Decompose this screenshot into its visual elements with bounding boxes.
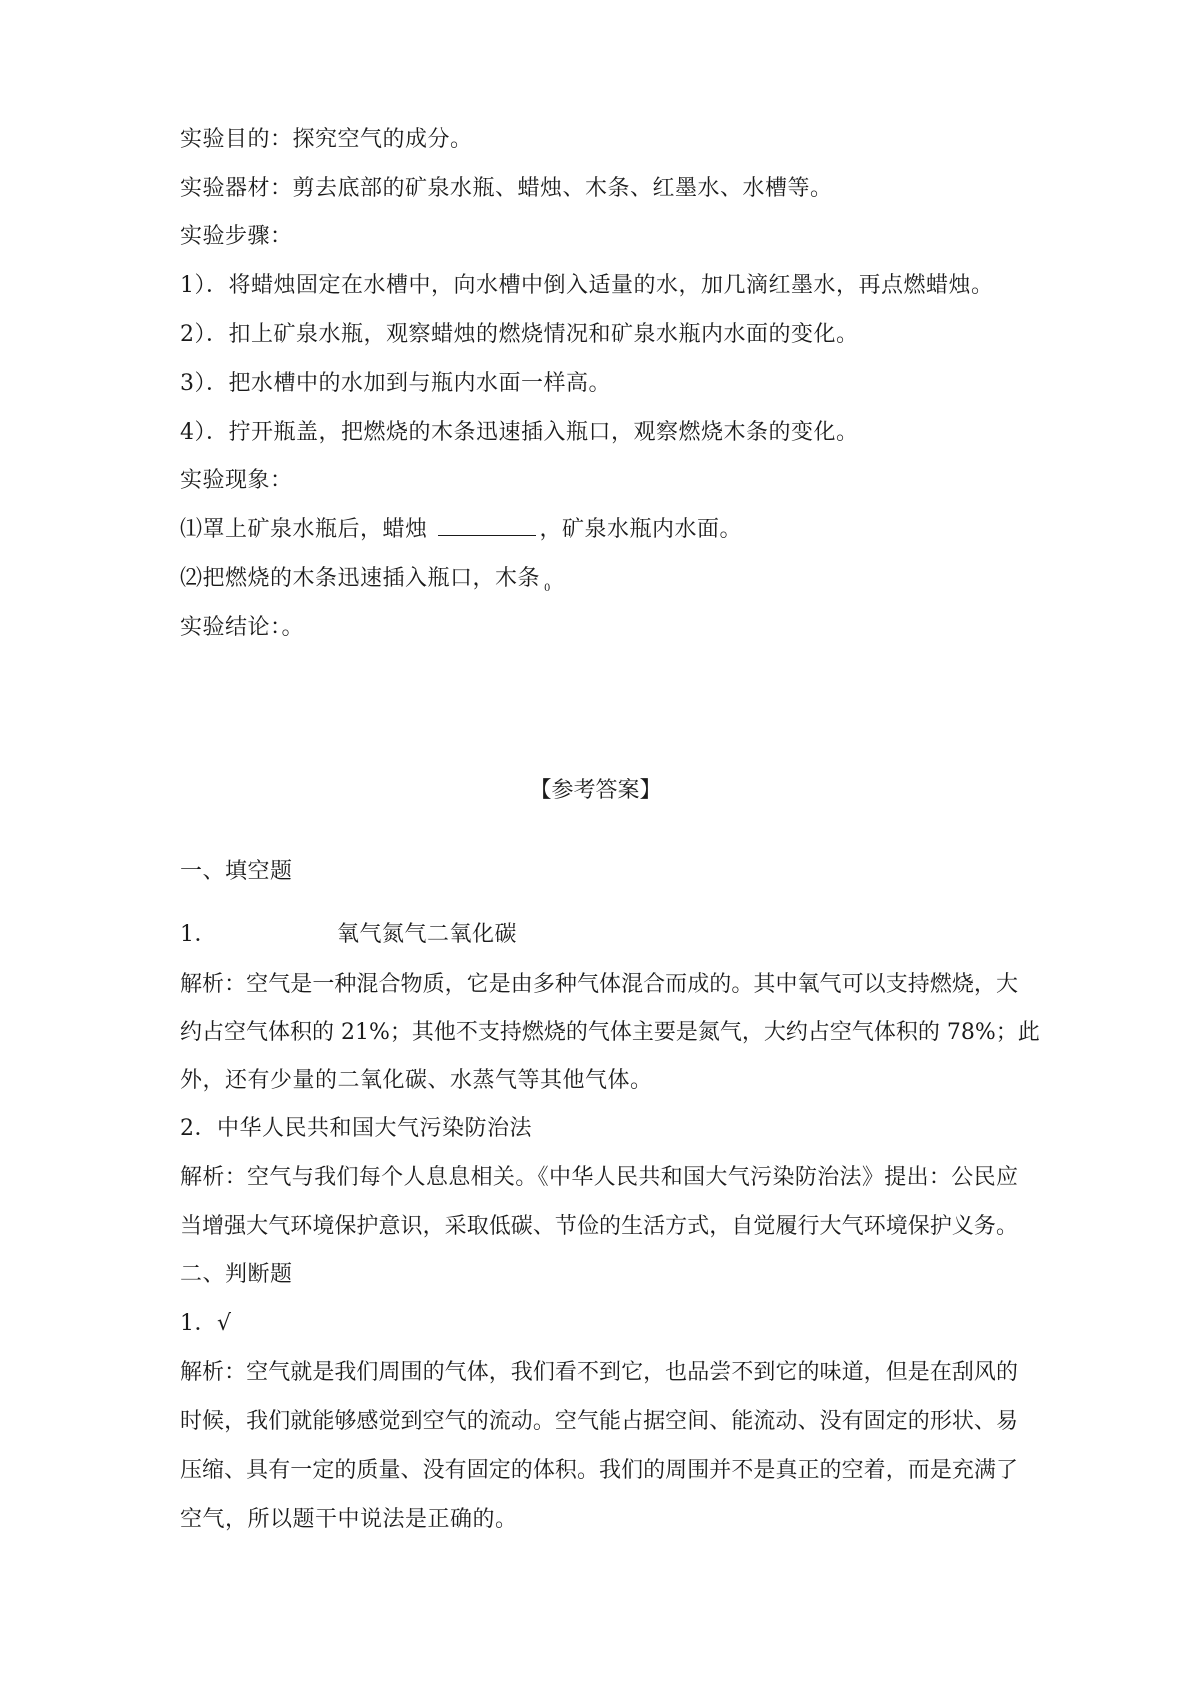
experiment-phenomenon-1 <box>180 515 742 545</box>
experiment-materials: 实验器材：剪去底部的矿泉水瓶、蜡烛、木条、红墨水、水槽等。 <box>180 176 833 201</box>
experiment-phenomenon-2 <box>180 564 551 604</box>
experiment-steps-title: 实验步骤： <box>180 224 293 249</box>
question-1-answer <box>180 920 517 950</box>
experiment-conclusion: 实验结论：。 <box>180 615 305 640</box>
question-1-number: 1． <box>180 922 217 947</box>
fill-in-blank <box>438 515 536 536</box>
question-1-answer-text: 氧气氮气二氧化碳 <box>337 922 518 947</box>
question-1-analysis-line: 外，还有少量的二氧化碳、水蒸气等其他气体。 <box>180 1068 653 1093</box>
section-fill-in: 一、填空题 <box>180 859 293 884</box>
experiment-phenomena-title: 实验现象： <box>180 468 293 493</box>
experiment-step: 4）．拧开瓶盖，把燃烧的木条迅速插入瓶口，观察燃烧木条的变化。 <box>180 420 859 445</box>
phenomenon-2-text: ⑵把燃烧的木条迅速插入瓶口，木条 <box>180 566 541 591</box>
question-1-analysis-line: 约占空气体积的 21%；其他不支持燃烧的气体主要是氮气，大约占空气体积的 78%；此 <box>180 1020 1040 1045</box>
experiment-step: 2）．扣上矿泉水瓶，观察蜡烛的燃烧情况和矿泉水瓶内水面的变化。 <box>180 322 859 347</box>
question-2-answer: 2．中华人民共和国大气污染防治法 <box>180 1116 532 1141</box>
question-2-analysis-line: 当增强大气环境保护意识，采取低碳、节俭的生活方式，自觉履行大气环境保护义务。 <box>180 1214 1018 1239</box>
judgment-1-answer: 1．√ <box>180 1311 232 1336</box>
phenomenon-1-text-after: ，矿泉水瓶内水面。 <box>539 517 743 542</box>
question-2-analysis-line: 解析：空气与我们每个人息息相关。《中华人民共和国大气污染防治法》提出：公民应 <box>180 1165 1018 1190</box>
question-1-analysis-line: 解析：空气是一种混合物质，它是由多种气体混合而成的。其中氧气可以支持燃烧，大 <box>180 972 1018 997</box>
judgment-1-analysis-line: 空气，所以题干中说法是正确的。 <box>180 1507 518 1532</box>
experiment-step: 1）．将蜡烛固定在水槽中，向水槽中倒入适量的水，加几滴红墨水，再点燃蜡烛。 <box>180 273 994 298</box>
experiment-purpose: 实验目的：探究空气的成分。 <box>180 127 473 152</box>
phenomenon-2-mark: 0 <box>544 583 551 594</box>
judgment-1-analysis-line: 解析：空气就是我们周围的气体，我们看不到它，也品尝不到它的味道，但是在刮风的 <box>180 1360 1018 1385</box>
section-judgment: 二、判断题 <box>180 1262 293 1287</box>
experiment-step: 3）．把水槽中的水加到与瓶内水面一样高。 <box>180 371 611 396</box>
judgment-1-analysis-line: 时候，我们就能够感觉到空气的流动。空气能占据空间、能流动、没有固定的形状、易 <box>180 1409 1018 1434</box>
phenomenon-1-text: ⑴罩上矿泉水瓶后，蜡烛 <box>180 517 428 542</box>
judgment-1-analysis-line: 压缩、具有一定的质量、没有固定的体积。我们的周围并不是真正的空着，而是充满了 <box>180 1458 1018 1483</box>
answers-title: 【参考答案】 <box>529 778 662 803</box>
